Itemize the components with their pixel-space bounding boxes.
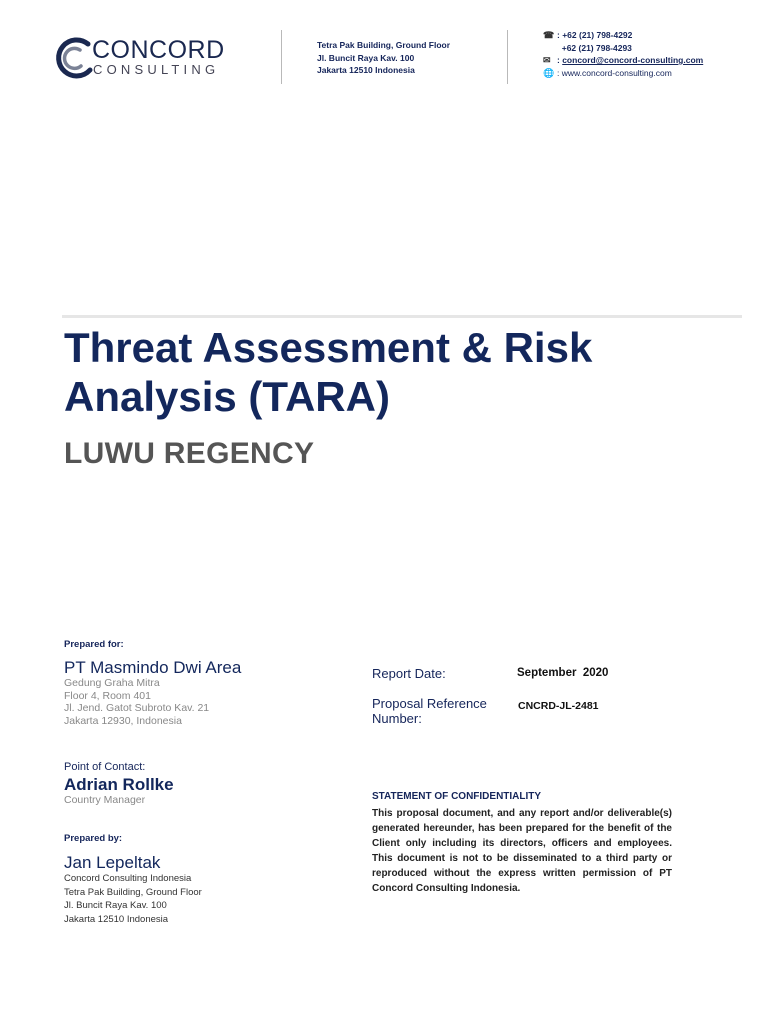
logo-subname: CONSULTING — [93, 62, 220, 77]
document-subtitle: LUWU REGENCY — [64, 437, 315, 470]
prepared-by-label: Prepared by: — [64, 833, 123, 844]
title-rule — [62, 315, 742, 318]
contact-role: Country Manager — [64, 794, 146, 806]
header-divider-right — [507, 30, 508, 84]
header-address: Tetra Pak Building, Ground Floor Jl. Buncit Raya Kav. 100 Jakarta 12510 Indonesia — [317, 40, 451, 75]
contact-name: Adrian Rollke — [64, 775, 174, 794]
confidentiality-title: STATEMENT OF CONFIDENTIALITY — [372, 791, 542, 802]
fax-number: +62 (21) 798-4293 — [561, 42, 632, 53]
website-text[interactable]: www.concord-consulting.com — [561, 67, 672, 78]
confidentiality-body: This proposal document, and any report and/or deliverable(s) generated hereunder, has been prepared for the benefit of the Client only including its directors, officers and employees. This document is not to be disseminated to a third party or reproduced without the express written permission of PT Concord Consulting Indonesia. — [372, 808, 672, 894]
report-date-value: September 2020 — [517, 667, 609, 679]
phone-number: +62 (21) 798-4292 — [562, 30, 633, 40]
prepared-for-label: Prepared for: — [64, 639, 124, 650]
preparer-name: Jan Lepeltak — [64, 853, 161, 872]
preparer-address: Concord Consulting Indonesia Tetra Pak Building, Ground Floor Jl. Buncit Raya Kav. 100 Jakarta 12510 Indonesia — [64, 873, 202, 925]
header-divider-left — [281, 30, 282, 84]
proposal-ref-label: Proposal Reference Number: — [372, 696, 487, 726]
email-link[interactable]: concord@concord-consulting.com — [562, 55, 704, 65]
header-contact: ☎ : +62 (21) 798-4292 +62 (21) 798-4293 ✉ : concord@concord-consulting.com 🌐 : www.concord-consulting.com — [543, 30, 704, 78]
document-title: Threat Assessment & Risk Analysis (TARA) — [64, 324, 593, 420]
client-company: PT Masmindo Dwi Area — [64, 658, 242, 677]
point-of-contact-label: Point of Contact: — [64, 761, 146, 773]
email-icon: ✉ — [543, 55, 551, 65]
globe-icon: 🌐 — [543, 67, 555, 78]
proposal-ref-value: CNCRD-JL-2481 — [518, 700, 599, 712]
phone-icon: ☎ — [543, 30, 555, 40]
client-address: Gedung Graha Mitra Floor 4, Room 401 Jl. Jend. Gatot Subroto Kav. 21 Jakarta 12930, Indonesia — [64, 677, 210, 727]
logo-name: CONCORD — [92, 36, 225, 64]
report-date-label: Report Date: — [372, 666, 446, 681]
